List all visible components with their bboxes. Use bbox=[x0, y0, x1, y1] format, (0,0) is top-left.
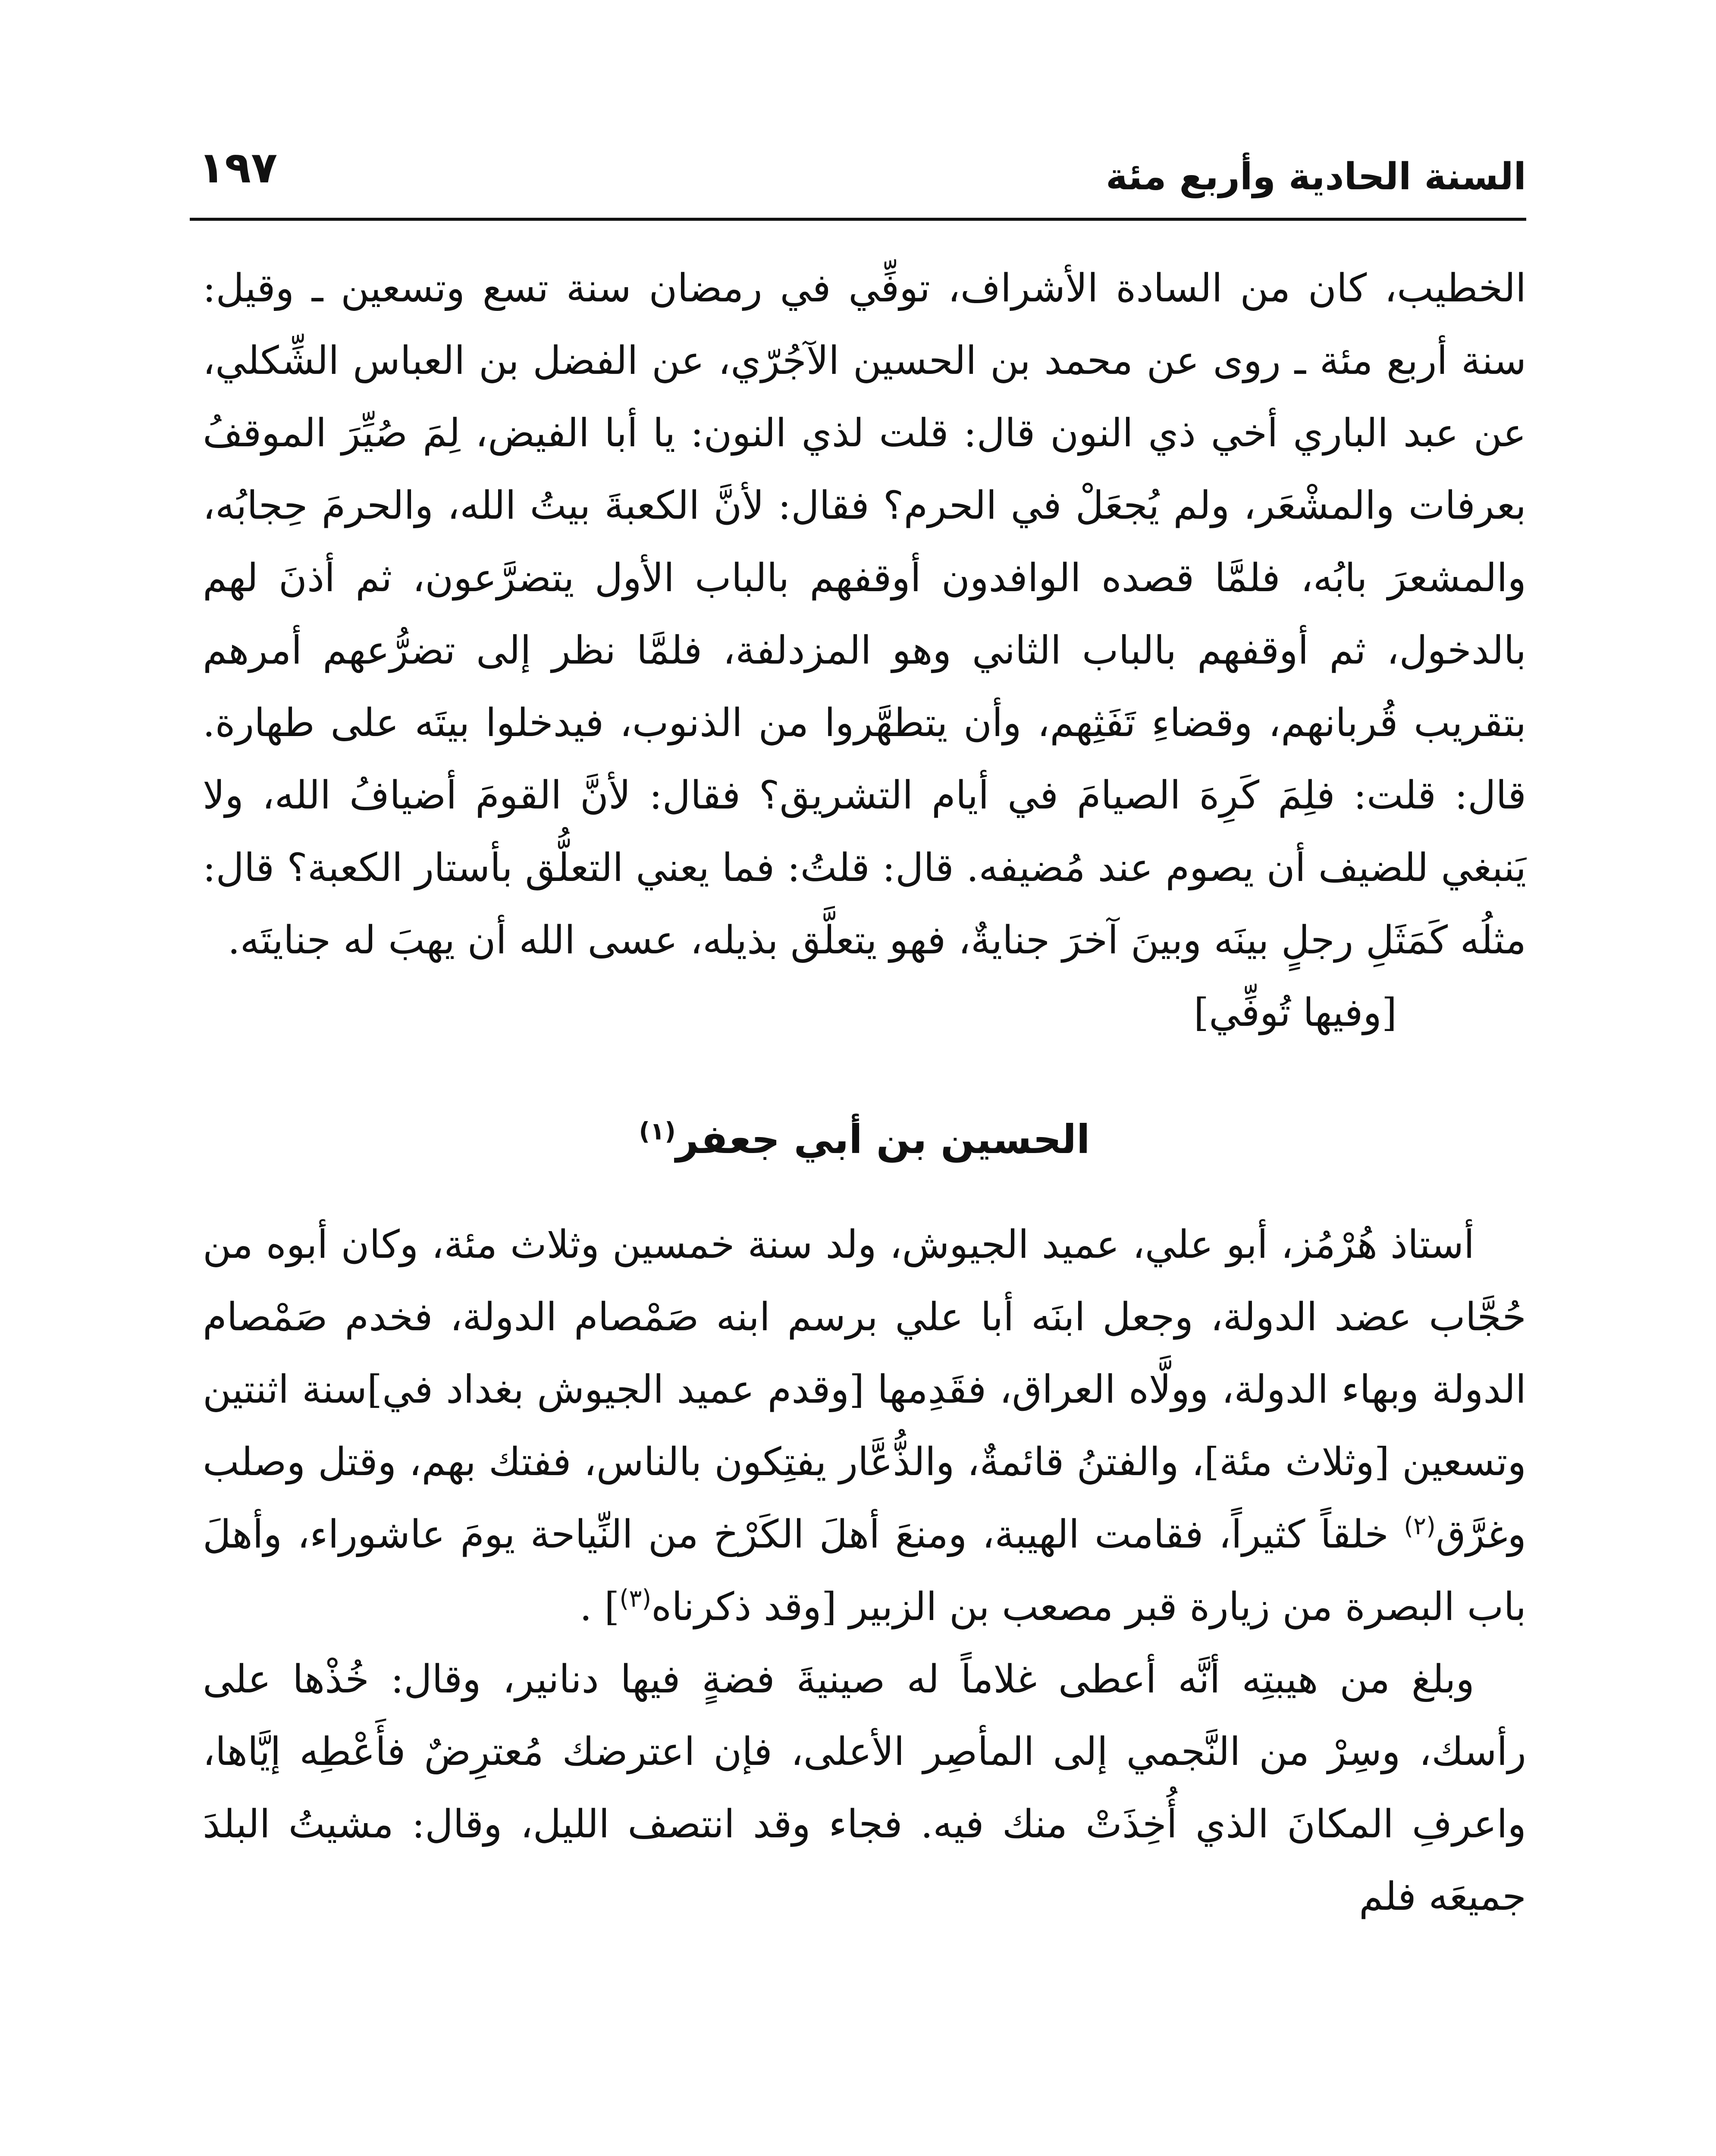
biography-heading-title: الحسين بن أبي جعفر bbox=[675, 1116, 1090, 1163]
page-number: ١٩٧ bbox=[198, 142, 278, 193]
paragraph-3: وبلغ من هيبتِه أنَّه أعطى غلاماً له صينيةَ فضةٍ فيها دنانير، وقال: خُذْها على رأسك، وسِرْ من النَّجمي إلى المأصِر الأعلى، فإن اعترضك مُعترِضٌ فأَعْطِه إيَّاها، واعرفِ المكانَ الذي أُخِذَتْ منك فيه. فجاء وقد انتصف الليل، وقال: مشيتُ البلدَ جميعَه فلم bbox=[203, 1657, 1526, 1919]
header-rule bbox=[190, 218, 1526, 221]
paragraph-2-part-2: خلقاً كثيراً، فقامت الهيبة، ومنعَ أهلَ الكَرْخ من النِّياحة يومَ عاشوراء، وأهلَ باب البصرة من زيارة قبر مصعب بن الزبير [وقد ذكرناه bbox=[203, 1512, 1526, 1630]
footnote-ref-3: (٣) bbox=[619, 1585, 652, 1613]
death-note: [وفيها تُوفِّي] bbox=[1194, 990, 1397, 1035]
running-head: السنة الحادية وأربع مئة bbox=[1106, 155, 1526, 198]
paragraph-2 bbox=[203, 1209, 1526, 1643]
paragraph-1: الخطيب، كان من السادة الأشراف، توفِّي في رمضان سنة تسع وتسعين ـ وقيل: سنة أربع مئة ـ روى عن محمد بن الحسين الآجُرّي، عن الفضل بن العباس الشِّكلي، عن عبد الباري أخي ذي النون قال: قلت لذي النون: يا أبا الفيض، لِمَ صُيِّرَ الموقفُ بعرفات والمشْعَر، ولم يُجعَلْ في الحرم؟ فقال: لأنَّ الكعبةَ بيتُ الله، والحرمَ حِجابُه، والمشعرَ بابُه، فلمَّا قصده الوافدون أوقفهم بالباب الأول يتضرَّعون، ثم أذنَ لهم بالدخول، ثم أوقفهم بالباب الثاني وهو المزدلفة، فلمَّا نظر إلى تضرُّعهم أمرهم بتقريب قُربانهم، وقضاءِ تَفَثِهم، وأن يتطهَّروا من الذنوب، فيدخلوا بيتَه على طهارة. قال: قلت: فلِمَ كَرِهَ الصيامَ في أيام التشريق؟ فقال: لأنَّ القومَ أضيافُ الله، ولا يَنبغي للضيف أن يصوم عند مُضيفه. قال: قلتُ: فما يعني التعلُّق بأستار الكعبة؟ قال: مثلُه كَمَثَلِ رجلٍ بينَه وبينَ آخرَ جنايةٌ، فهو يتعلَّق بذيله، عسى الله أن يهبَ له جنايتَه. bbox=[203, 266, 1526, 963]
footnote-ref-2: (٢) bbox=[1404, 1512, 1436, 1540]
paragraph-2-part-1: أستاذ هُرْمُز، أبو علي، عميد الجيوش، ولد سنة خمسين وثلاث مئة، وكان أبوه من حُجَّاب عضد الدولة، وجعل ابنَه أبا علي برسم ابنه صَمْصام الدولة، فخدم صَمْصام الدولة وبهاء الدولة، وولَّاه العراق، فقَدِمها [وقدم عميد الجيوش بغداد في]سنة اثنتين وتسعين [وثلاث مئة]، والفتنُ قائمةٌ، والذُّعَّار يفتِكون بالناس، ففتك بهم، وقتل وصلب وغرَّق bbox=[203, 1222, 1526, 1557]
page-header bbox=[190, 138, 1526, 224]
paragraph-2-part-3: ] . bbox=[580, 1584, 620, 1630]
biography-heading bbox=[203, 1112, 1526, 1168]
heading-footnote-ref: (١) bbox=[639, 1117, 676, 1146]
main-text bbox=[203, 252, 1526, 1933]
